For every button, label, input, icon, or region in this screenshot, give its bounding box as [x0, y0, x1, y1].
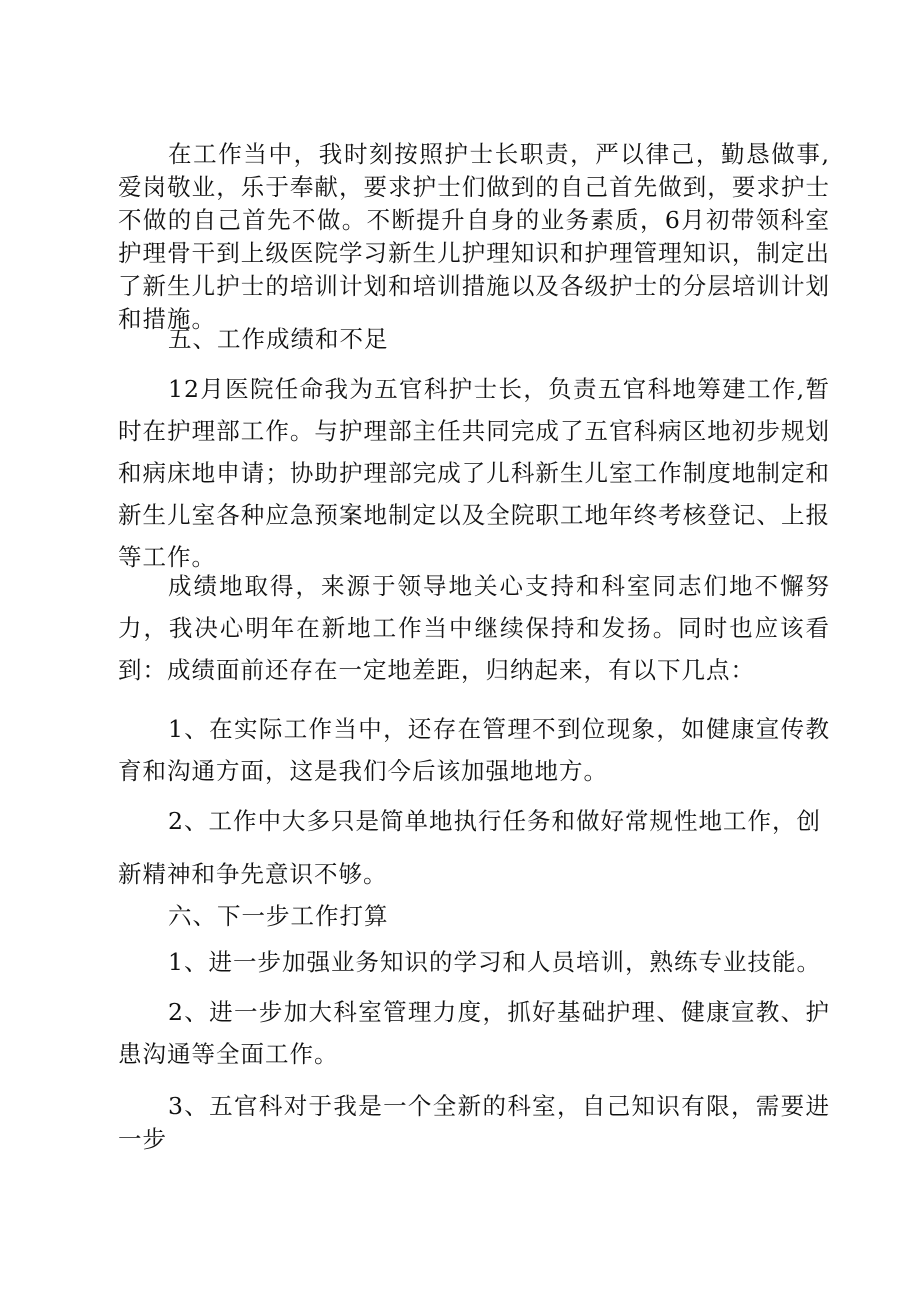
paragraph-shortcoming-1: 1、在实际工作当中，还存在管理不到位现象，如健康宣传教育和沟通方面，这是我们今后该加强地地方。	[118, 715, 830, 785]
paragraph-plan-2: 2、进一步加大科室管理力度，抓好基础护理、健康宣教、护患沟通等全面工作。	[118, 998, 830, 1068]
section-heading-achievements: 五、工作成绩和不足	[168, 325, 389, 353]
paragraph-shortcoming-2-line-1: 2、工作中大多只是简单地执行任务和做好常规性地工作，创	[168, 807, 821, 835]
paragraph-appointment: 12月医院任命我为五官科护士长，负责五官科地筹建工作,暂时在护理部工作。与护理部主任共同完成了五官科病区地初步规划和病床地申请；协助护理部完成了儿科新生儿室工作制度地制定和新生儿室各种应急预案地制定以及全院职工地年终考核登记、上报等工作。	[118, 375, 830, 571]
paragraph-shortcoming-2-line-2: 新精神和争先意识不够。	[118, 860, 388, 888]
paragraph-duty-performance: 在工作当中，我时刻按照护士长职责，严以律己，勤恳做事,爱岗敬业，乐于奉献，要求护士们做到的自己首先做到，要求护士不做的自己首先不做。不断提升自身的业务素质，6月初带领科室护理骨干到上级医院学习新生儿护理知识和护理管理知识，制定出了新生儿护士的培训计划和培训措施以及各级护士的分层培训计划和措施。	[118, 140, 830, 333]
section-heading-next-plan: 六、下一步工作打算	[168, 902, 389, 930]
paragraph-achievements-summary: 成绩地取得，来源于领导地关心支持和科室同志们地不懈努力，我决心明年在新地工作当中继续保持和发扬。同时也应该看到：成绩面前还存在一定地差距，归纳起来，有以下几点：	[118, 572, 830, 684]
paragraph-plan-1: 1、进一步加强业务知识的学习和人员培训，熟练专业技能。	[168, 948, 821, 976]
paragraph-plan-3: 3、五官科对于我是一个全新的科室，自己知识有限，需要进一步	[118, 1092, 830, 1153]
